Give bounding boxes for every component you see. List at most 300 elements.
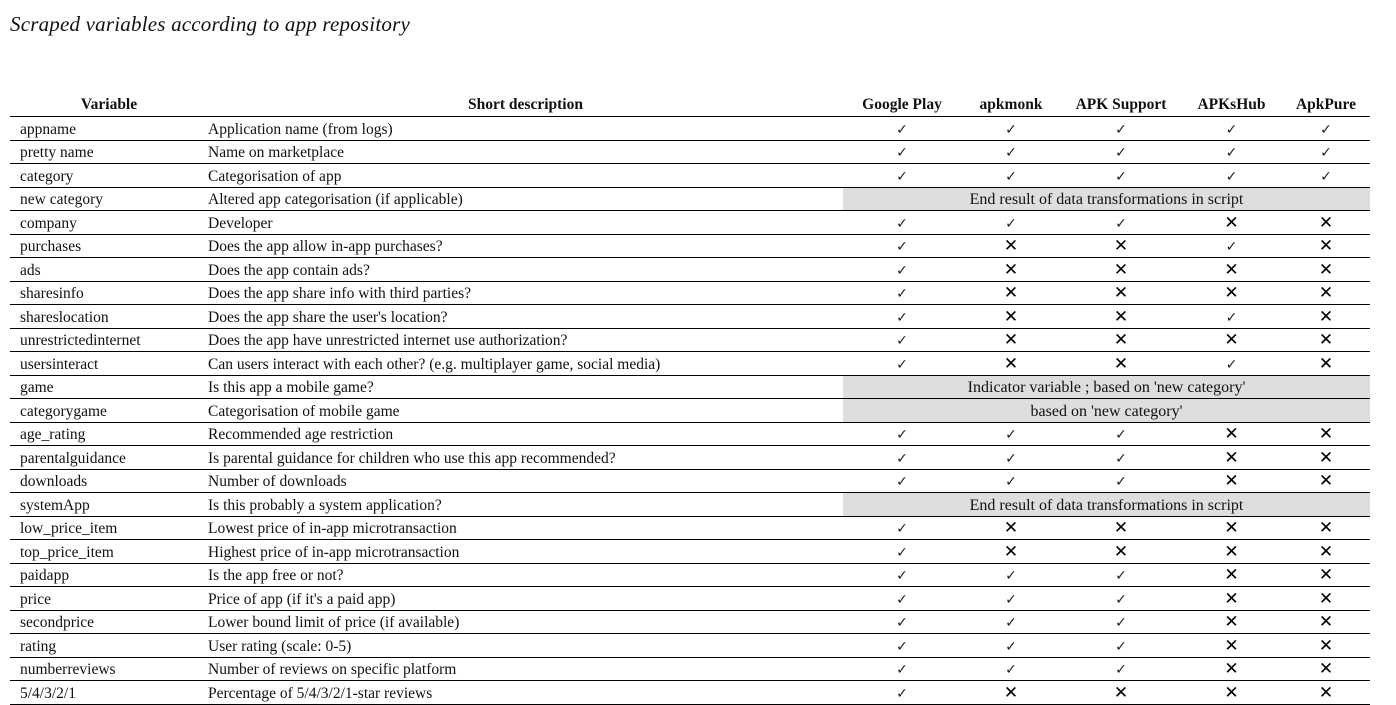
variable-name-cell: paidapp xyxy=(10,563,208,587)
availability-cell xyxy=(1282,164,1370,188)
description-cell: Name on marketplace xyxy=(208,140,843,164)
availability-cell xyxy=(843,446,961,470)
check-icon: ✓ xyxy=(896,638,908,655)
check-icon: ✓ xyxy=(896,662,908,678)
variable-name-cell: category xyxy=(10,164,208,188)
variable-name-cell: numberreviews xyxy=(10,657,208,681)
cross-icon: ✕ xyxy=(1318,541,1334,562)
description-cell: Categorisation of app xyxy=(208,164,843,188)
cross-icon: ✕ xyxy=(1318,612,1334,632)
availability-cell xyxy=(1181,328,1282,352)
cross-icon: ✕ xyxy=(1318,635,1334,656)
check-icon: ✓ xyxy=(896,121,908,138)
availability-cell xyxy=(843,305,961,329)
check-icon: ✓ xyxy=(1005,615,1017,631)
cross-icon: ✕ xyxy=(1224,518,1239,538)
table-row xyxy=(10,493,1370,517)
description-cell: Does the app allow in-app purchases? xyxy=(208,234,843,258)
availability-cell xyxy=(1061,422,1181,446)
availability-cell xyxy=(1181,117,1282,141)
availability-cell xyxy=(1061,328,1181,352)
variable-name-cell: price xyxy=(10,587,208,611)
cross-icon: ✕ xyxy=(1318,424,1334,444)
check-icon: ✓ xyxy=(1225,239,1238,255)
cross-icon: ✕ xyxy=(1224,659,1239,679)
check-icon: ✓ xyxy=(1225,121,1238,138)
table-row xyxy=(10,234,1370,258)
description-cell: Does the app share info with third parties? xyxy=(208,281,843,305)
table-row xyxy=(10,187,1370,211)
table-row xyxy=(10,211,1370,235)
availability-cell xyxy=(961,540,1061,564)
availability-cell xyxy=(1282,681,1370,705)
cross-icon: ✕ xyxy=(1113,682,1129,703)
variable-name-cell: 5/4/3/2/1 xyxy=(10,681,208,705)
cross-icon: ✕ xyxy=(1113,353,1129,374)
cross-icon: ✕ xyxy=(1224,565,1239,585)
cross-icon: ✕ xyxy=(1318,330,1334,350)
availability-cell xyxy=(843,540,961,564)
availability-cell xyxy=(961,234,1061,258)
column-header-description: Short description xyxy=(208,91,843,117)
table-row xyxy=(10,657,1370,681)
availability-cell xyxy=(1061,681,1181,705)
variable-name-cell: purchases xyxy=(10,234,208,258)
availability-cell xyxy=(1282,422,1370,446)
column-header-variable: Variable xyxy=(10,91,208,117)
check-icon: ✓ xyxy=(1005,168,1017,185)
check-icon: ✓ xyxy=(1115,662,1127,678)
variable-name-cell: downloads xyxy=(10,469,208,493)
description-cell: Is the app free or not? xyxy=(208,563,843,587)
availability-cell xyxy=(1181,352,1282,376)
cross-icon: ✕ xyxy=(1003,353,1019,374)
availability-cell xyxy=(1282,634,1370,658)
column-header-apkshub: APKsHub xyxy=(1181,91,1282,117)
cross-icon: ✕ xyxy=(1003,518,1019,538)
availability-cell xyxy=(843,516,961,540)
availability-cell xyxy=(843,258,961,282)
check-icon: ✓ xyxy=(1115,168,1127,185)
availability-cell xyxy=(961,469,1061,493)
availability-cell xyxy=(961,305,1061,329)
variable-name-cell: usersinteract xyxy=(10,352,208,376)
variables-table xyxy=(10,91,1370,705)
cross-icon: ✕ xyxy=(1318,565,1334,585)
availability-cell xyxy=(1282,657,1370,681)
availability-cell xyxy=(1061,211,1181,235)
availability-cell xyxy=(961,446,1061,470)
availability-cell xyxy=(843,422,961,446)
availability-cell xyxy=(961,328,1061,352)
description-cell: Developer xyxy=(208,211,843,235)
check-icon: ✓ xyxy=(896,356,908,373)
check-icon: ✓ xyxy=(896,239,908,255)
check-icon: ✓ xyxy=(1115,638,1127,655)
availability-cell xyxy=(1061,305,1181,329)
table-row xyxy=(10,563,1370,587)
check-icon: ✓ xyxy=(896,544,908,561)
cross-icon: ✕ xyxy=(1224,635,1239,656)
variable-name-cell: secondprice xyxy=(10,610,208,634)
variable-name-cell: top_price_item xyxy=(10,540,208,564)
availability-cell xyxy=(1282,446,1370,470)
availability-cell xyxy=(843,140,961,164)
availability-cell xyxy=(1061,446,1181,470)
availability-cell xyxy=(1061,234,1181,258)
column-header-apkpure: ApkPure xyxy=(1282,91,1370,117)
check-icon: ✓ xyxy=(1005,568,1017,584)
check-icon: ✓ xyxy=(896,286,908,302)
table-row xyxy=(10,375,1370,399)
variable-name-cell: low_price_item xyxy=(10,516,208,540)
check-icon: ✓ xyxy=(1115,568,1127,584)
variable-name-cell: unrestrictedinternet xyxy=(10,328,208,352)
availability-cell xyxy=(961,516,1061,540)
check-icon: ✓ xyxy=(1005,145,1017,161)
availability-cell xyxy=(1061,587,1181,611)
cross-icon: ✕ xyxy=(1003,330,1019,350)
availability-cell xyxy=(1181,469,1282,493)
cross-icon: ✕ xyxy=(1318,283,1334,303)
availability-cell xyxy=(1181,446,1282,470)
table-row xyxy=(10,399,1370,423)
availability-cell xyxy=(961,258,1061,282)
availability-cell xyxy=(1282,328,1370,352)
availability-cell xyxy=(1061,610,1181,634)
availability-cell xyxy=(843,234,961,258)
availability-cell xyxy=(1181,610,1282,634)
table-row xyxy=(10,469,1370,493)
cross-icon: ✕ xyxy=(1318,353,1334,374)
variable-name-cell: age_rating xyxy=(10,422,208,446)
check-icon: ✓ xyxy=(896,685,908,702)
availability-cell xyxy=(1061,281,1181,305)
description-cell: Is this app a mobile game? xyxy=(208,375,843,399)
availability-cell xyxy=(1181,681,1282,705)
cross-icon: ✕ xyxy=(1318,682,1334,703)
check-icon: ✓ xyxy=(896,262,908,279)
availability-cell xyxy=(843,469,961,493)
table-body xyxy=(10,117,1370,705)
availability-cell xyxy=(843,117,961,141)
description-cell: Lower bound limit of price (if available) xyxy=(208,610,843,634)
availability-cell xyxy=(961,211,1061,235)
availability-cell xyxy=(1282,540,1370,564)
description-cell: User rating (scale: 0-5) xyxy=(208,634,843,658)
availability-cell xyxy=(961,352,1061,376)
cross-icon: ✕ xyxy=(1003,283,1019,303)
availability-cell xyxy=(843,563,961,587)
availability-cell xyxy=(961,140,1061,164)
availability-cell xyxy=(1282,305,1370,329)
availability-cell xyxy=(1282,563,1370,587)
availability-cell xyxy=(843,587,961,611)
cross-icon: ✕ xyxy=(1113,306,1129,327)
availability-cell xyxy=(843,164,961,188)
merged-note-cell: based on 'new category' xyxy=(843,399,1370,423)
cross-icon: ✕ xyxy=(1003,682,1019,703)
check-icon: ✓ xyxy=(1005,427,1017,443)
availability-cell xyxy=(1061,164,1181,188)
cross-icon: ✕ xyxy=(1224,283,1239,303)
table-row xyxy=(10,610,1370,634)
table-header-row xyxy=(10,91,1370,117)
table-row xyxy=(10,422,1370,446)
check-icon: ✓ xyxy=(896,145,908,161)
check-icon: ✓ xyxy=(1115,450,1127,467)
cross-icon: ✕ xyxy=(1003,306,1019,327)
availability-cell xyxy=(1282,610,1370,634)
table-row xyxy=(10,258,1370,282)
cross-icon: ✕ xyxy=(1318,659,1334,679)
availability-cell xyxy=(1061,540,1181,564)
description-cell: Altered app categorisation (if applicable) xyxy=(208,187,843,211)
page-title: Scraped variables according to app repository xyxy=(10,12,410,36)
cross-icon: ✕ xyxy=(1224,330,1239,350)
variable-name-cell: ads xyxy=(10,258,208,282)
description-cell: Percentage of 5/4/3/2/1-star reviews xyxy=(208,681,843,705)
check-icon: ✓ xyxy=(1320,121,1332,138)
check-icon: ✓ xyxy=(1225,145,1238,161)
cross-icon: ✕ xyxy=(1224,682,1239,703)
variable-name-cell: categorygame xyxy=(10,399,208,423)
availability-cell xyxy=(843,610,961,634)
merged-note-cell: Indicator variable ; based on 'new category' xyxy=(843,375,1370,399)
availability-cell xyxy=(1282,469,1370,493)
check-icon: ✓ xyxy=(1115,591,1127,608)
variable-name-cell: parentalguidance xyxy=(10,446,208,470)
check-icon: ✓ xyxy=(896,615,908,631)
availability-cell xyxy=(1282,211,1370,235)
availability-cell xyxy=(1181,540,1282,564)
description-cell: Can users interact with each other? (e.g. multiplayer game, social media) xyxy=(208,352,843,376)
cross-icon: ✕ xyxy=(1224,447,1239,468)
variable-name-cell: new category xyxy=(10,187,208,211)
check-icon: ✓ xyxy=(896,450,908,467)
check-icon: ✓ xyxy=(1115,121,1127,138)
availability-cell xyxy=(1061,657,1181,681)
table-row xyxy=(10,587,1370,611)
check-icon: ✓ xyxy=(1005,450,1017,467)
availability-cell xyxy=(1181,634,1282,658)
table-row xyxy=(10,140,1370,164)
check-icon: ✓ xyxy=(1005,638,1017,655)
availability-cell xyxy=(1282,281,1370,305)
cross-icon: ✕ xyxy=(1003,236,1019,256)
description-cell: Is parental guidance for children who use this app recommended? xyxy=(208,446,843,470)
availability-cell xyxy=(843,681,961,705)
availability-cell xyxy=(961,657,1061,681)
column-header-apkmonk: apkmonk xyxy=(961,91,1061,117)
cross-icon: ✕ xyxy=(1224,424,1239,444)
check-icon: ✓ xyxy=(896,333,908,349)
availability-cell xyxy=(1181,563,1282,587)
check-icon: ✓ xyxy=(1225,168,1238,185)
description-cell: Highest price of in-app microtransaction xyxy=(208,540,843,564)
table-row xyxy=(10,305,1370,329)
table-row xyxy=(10,164,1370,188)
availability-cell xyxy=(1282,258,1370,282)
check-icon: ✓ xyxy=(1320,145,1332,161)
availability-cell xyxy=(1181,234,1282,258)
check-icon: ✓ xyxy=(1005,662,1017,678)
availability-cell xyxy=(1181,516,1282,540)
cross-icon: ✕ xyxy=(1224,212,1239,233)
description-cell: Application name (from logs) xyxy=(208,117,843,141)
availability-cell xyxy=(1061,563,1181,587)
description-cell: Number of reviews on specific platform xyxy=(208,657,843,681)
availability-cell xyxy=(1181,657,1282,681)
availability-cell xyxy=(1061,352,1181,376)
variable-name-cell: company xyxy=(10,211,208,235)
availability-cell xyxy=(961,587,1061,611)
check-icon: ✓ xyxy=(1320,168,1332,185)
table-row xyxy=(10,516,1370,540)
check-icon: ✓ xyxy=(1005,474,1017,490)
cross-icon: ✕ xyxy=(1113,236,1129,256)
availability-cell xyxy=(961,422,1061,446)
cross-icon: ✕ xyxy=(1318,212,1334,233)
cross-icon: ✕ xyxy=(1318,471,1334,491)
cross-icon: ✕ xyxy=(1224,259,1239,280)
table-row xyxy=(10,352,1370,376)
availability-cell xyxy=(1282,140,1370,164)
availability-cell xyxy=(1061,258,1181,282)
availability-cell xyxy=(843,352,961,376)
table-row xyxy=(10,540,1370,564)
description-cell: Categorisation of mobile game xyxy=(208,399,843,423)
description-cell: Recommended age restriction xyxy=(208,422,843,446)
availability-cell xyxy=(1061,117,1181,141)
availability-cell xyxy=(1181,281,1282,305)
availability-cell xyxy=(1282,587,1370,611)
column-header-google-play: Google Play xyxy=(843,91,961,117)
availability-cell xyxy=(843,328,961,352)
availability-cell xyxy=(1181,258,1282,282)
check-icon: ✓ xyxy=(896,591,908,608)
cross-icon: ✕ xyxy=(1318,518,1334,538)
table-row xyxy=(10,328,1370,352)
check-icon: ✓ xyxy=(1115,215,1127,232)
variable-name-cell: sharesinfo xyxy=(10,281,208,305)
description-cell: Does the app have unrestricted internet use authorization? xyxy=(208,328,843,352)
cross-icon: ✕ xyxy=(1113,283,1129,303)
availability-cell xyxy=(961,610,1061,634)
check-icon: ✓ xyxy=(896,474,908,490)
cross-icon: ✕ xyxy=(1224,588,1239,609)
availability-cell xyxy=(1181,422,1282,446)
check-icon: ✓ xyxy=(1225,356,1238,373)
cross-icon: ✕ xyxy=(1318,236,1334,256)
cross-icon: ✕ xyxy=(1113,518,1129,538)
availability-cell xyxy=(961,117,1061,141)
variable-name-cell: appname xyxy=(10,117,208,141)
merged-note-cell: End result of data transformations in script xyxy=(843,493,1370,517)
availability-cell xyxy=(843,211,961,235)
variable-name-cell: shareslocation xyxy=(10,305,208,329)
availability-cell xyxy=(843,281,961,305)
check-icon: ✓ xyxy=(1115,427,1127,443)
check-icon: ✓ xyxy=(1225,309,1238,326)
availability-cell xyxy=(961,164,1061,188)
cross-icon: ✕ xyxy=(1113,330,1129,350)
column-header-apk-support: APK Support xyxy=(1061,91,1181,117)
availability-cell xyxy=(1061,140,1181,164)
check-icon: ✓ xyxy=(1005,121,1017,138)
availability-cell xyxy=(961,281,1061,305)
check-icon: ✓ xyxy=(1115,615,1127,631)
description-cell: Does the app share the user's location? xyxy=(208,305,843,329)
check-icon: ✓ xyxy=(1005,215,1017,232)
availability-cell xyxy=(1181,305,1282,329)
availability-cell xyxy=(1181,587,1282,611)
cross-icon: ✕ xyxy=(1003,541,1019,562)
check-icon: ✓ xyxy=(1005,591,1017,608)
availability-cell xyxy=(1181,164,1282,188)
check-icon: ✓ xyxy=(896,309,908,326)
cross-icon: ✕ xyxy=(1003,259,1019,280)
availability-cell xyxy=(843,634,961,658)
availability-cell xyxy=(1061,516,1181,540)
check-icon: ✓ xyxy=(896,427,908,443)
check-icon: ✓ xyxy=(896,168,908,185)
table-row xyxy=(10,446,1370,470)
availability-cell xyxy=(1181,211,1282,235)
availability-cell xyxy=(1061,469,1181,493)
availability-cell xyxy=(961,563,1061,587)
check-icon: ✓ xyxy=(896,521,908,537)
cross-icon: ✕ xyxy=(1224,541,1239,562)
description-cell: Number of downloads xyxy=(208,469,843,493)
cross-icon: ✕ xyxy=(1318,588,1334,609)
availability-cell xyxy=(843,657,961,681)
merged-note-cell: End result of data transformations in script xyxy=(843,187,1370,211)
check-icon: ✓ xyxy=(896,215,908,232)
description-cell: Does the app contain ads? xyxy=(208,258,843,282)
table-row xyxy=(10,281,1370,305)
cross-icon: ✕ xyxy=(1318,259,1334,280)
cross-icon: ✕ xyxy=(1224,471,1239,491)
variable-name-cell: pretty name xyxy=(10,140,208,164)
availability-cell xyxy=(1282,234,1370,258)
check-icon: ✓ xyxy=(896,568,908,584)
availability-cell xyxy=(1282,352,1370,376)
check-icon: ✓ xyxy=(1115,474,1127,490)
variable-name-cell: systemApp xyxy=(10,493,208,517)
availability-cell xyxy=(1282,516,1370,540)
check-icon: ✓ xyxy=(1115,145,1127,161)
variable-name-cell: game xyxy=(10,375,208,399)
variable-name-cell: rating xyxy=(10,634,208,658)
availability-cell xyxy=(1061,634,1181,658)
availability-cell xyxy=(961,634,1061,658)
description-cell: Lowest price of in-app microtransaction xyxy=(208,516,843,540)
table-row xyxy=(10,681,1370,705)
cross-icon: ✕ xyxy=(1318,447,1334,468)
description-cell: Price of app (if it's a paid app) xyxy=(208,587,843,611)
cross-icon: ✕ xyxy=(1318,306,1334,327)
cross-icon: ✕ xyxy=(1113,259,1129,280)
availability-cell xyxy=(1282,117,1370,141)
table-row xyxy=(10,117,1370,141)
cross-icon: ✕ xyxy=(1113,541,1129,562)
description-cell: Is this probably a system application? xyxy=(208,493,843,517)
availability-cell xyxy=(961,681,1061,705)
table-row xyxy=(10,634,1370,658)
cross-icon: ✕ xyxy=(1224,612,1239,632)
availability-cell xyxy=(1181,140,1282,164)
